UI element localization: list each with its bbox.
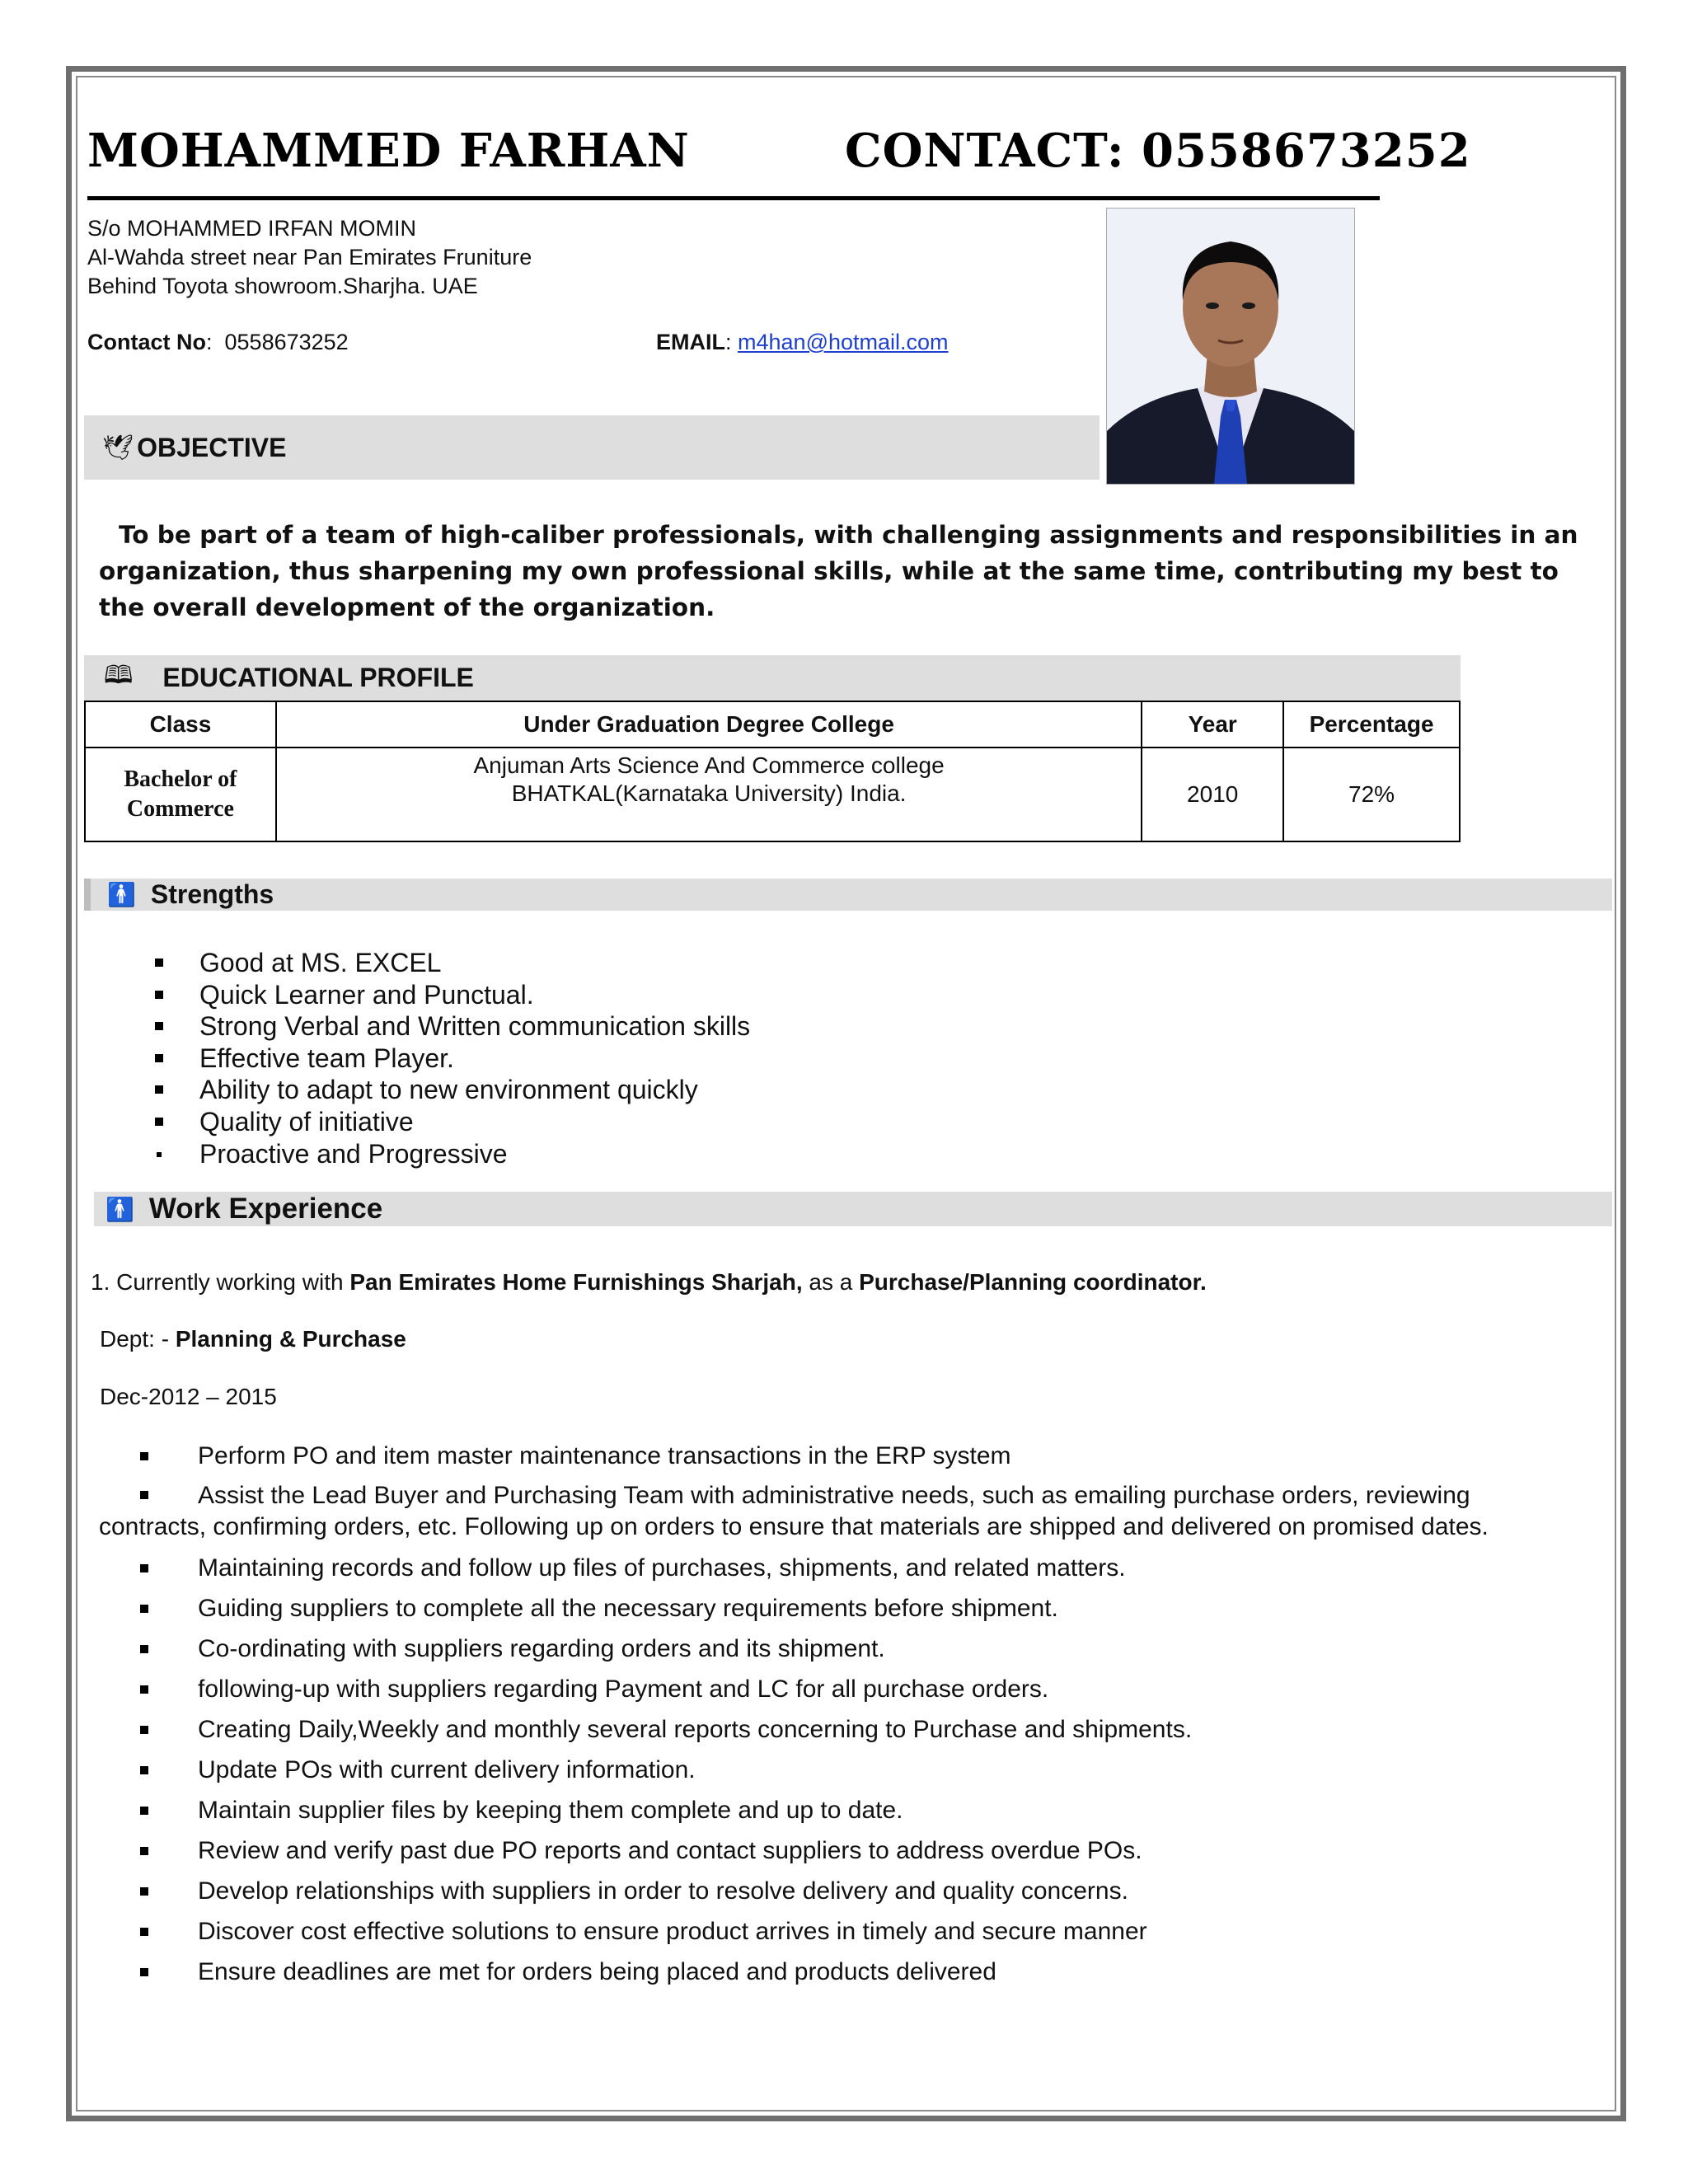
address-line: Behind Toyota showroom.Sharjha. UAE (87, 274, 478, 298)
list-item: Assist the Lead Buyer and Purchasing Team with administrative needs, such as emailing purchase orders, reviewing (198, 1476, 1489, 1511)
candidate-name: MOHAMMED FARHAN (87, 124, 690, 178)
list-item: following-up with suppliers regarding Payment and LC for all purchase orders. (198, 1669, 1489, 1709)
year-cell: 2010 (1142, 748, 1283, 841)
list-item: Quick Learner and Punctual. (199, 979, 750, 1011)
strengths-header (84, 879, 1612, 911)
list-item: Ability to adapt to new environment quickly (199, 1074, 750, 1106)
table-row (85, 748, 1460, 841)
address-block (87, 214, 532, 301)
column-header: Year (1142, 701, 1283, 748)
objective-header (84, 415, 1100, 480)
list-item: Maintain supplier files by keeping them complete and up to date. (198, 1790, 1489, 1830)
list-item-continuation: contracts, confirming orders, etc. Following up on orders to ensure that materials are shipped and delivered on promised dates. (99, 1513, 1489, 1540)
education-header (84, 655, 1461, 701)
work-dept: Dept: - Planning & Purchase (100, 1326, 406, 1352)
email-link[interactable]: m4han@hotmail.com (738, 330, 949, 354)
work-duties-list (99, 1436, 1489, 1992)
column-header: Percentage (1283, 701, 1460, 748)
company-name: Pan Emirates Home Furnishings Sharjah, (349, 1269, 803, 1295)
list-item: Perform PO and item master maintenance transactions in the ERP system (198, 1436, 1489, 1476)
list-item: Strong Verbal and Written communication skills (199, 1010, 750, 1043)
list-item: Effective team Player. (199, 1043, 750, 1075)
education-table (84, 701, 1461, 842)
contact-heading: CONTACT: 0558673252 (845, 124, 1471, 178)
list-item: Ensure deadlines are met for orders being placed and products delivered (198, 1952, 1489, 1992)
strengths-list (199, 947, 750, 1169)
education-heading: EDUCATIONAL PROFILE (162, 663, 474, 692)
column-header: Class (85, 701, 276, 748)
email-label: EMAIL (656, 330, 725, 354)
table-header-row (85, 701, 1460, 748)
list-item: Update POs with current delivery information. (198, 1750, 1489, 1790)
list-item: Guiding suppliers to complete all the necessary requirements before shipment. (198, 1588, 1489, 1629)
column-header: Under Graduation Degree College (276, 701, 1142, 748)
list-item: Review and verify past due PO reports and contact suppliers to address overdue POs. (198, 1830, 1489, 1871)
list-item: Develop relationships with suppliers in order to resolve delivery and quality concerns. (198, 1871, 1489, 1911)
contact-number: Contact No: 0558673252 (87, 330, 349, 354)
list-item: Co-ordinating with suppliers regarding orders and its shipment. (198, 1629, 1489, 1669)
work-intro: 1. Currently working with Pan Emirates Home Furnishings Sharjah, as a Purchase/Planning coordinator. (91, 1269, 1207, 1295)
book-icon: 🕮 (104, 662, 134, 689)
contact-number-label: Contact No (87, 330, 206, 354)
list-item: Creating Daily,Weekly and monthly several reports concerning to Purchase and shipments. (198, 1709, 1489, 1750)
list-item: Maintaining records and follow up files of purchases, shipments, and related matters. (198, 1548, 1489, 1588)
email: EMAIL: m4han@hotmail.com (656, 330, 949, 354)
list-item: Proactive and Progressive (199, 1138, 750, 1170)
list-item: Quality of initiative (199, 1106, 750, 1138)
percentage-cell: 72% (1283, 748, 1460, 841)
college-cell: Anjuman Arts Science And Commerce college BHATKAL(Karnataka University) India. (276, 748, 1142, 841)
work-heading: Work Experience (148, 1193, 383, 1225)
dept-value: Planning & Purchase (175, 1326, 406, 1352)
work-period: Dec-2012 – 2015 (100, 1384, 277, 1409)
objective-text: To be part of a team of high-caliber professionals, with challenging assignments and responsibilities in an organization, thus sharpening my own professional skills, while at the same time, contributing my best to the overall development of the organization. (99, 521, 1578, 621)
address-line: S/o MOHAMMED IRFAN MOMIN (87, 216, 417, 241)
profile-photo (1106, 208, 1355, 485)
portrait-image (1107, 209, 1354, 484)
class-cell: Bachelor of Commerce (85, 748, 276, 841)
list-item: Good at MS. EXCEL (199, 947, 750, 979)
objective-heading: OBJECTIVE (137, 432, 287, 462)
list-item: Discover cost effective solutions to ensure product arrives in timely and secure manner (198, 1911, 1489, 1952)
dove-icon: 🕊 (102, 434, 134, 462)
work-header (94, 1192, 1612, 1226)
header-rule (87, 196, 1380, 200)
person-icon: 🚹 (106, 1196, 134, 1222)
person-icon: 🚹 (107, 882, 136, 907)
contact-number-value: 0558673252 (224, 330, 349, 354)
job-role: Purchase/Planning coordinator. (859, 1269, 1207, 1295)
address-line: Al-Wahda street near Pan Emirates Fruniture (87, 245, 532, 269)
strengths-heading: Strengths (150, 879, 274, 909)
